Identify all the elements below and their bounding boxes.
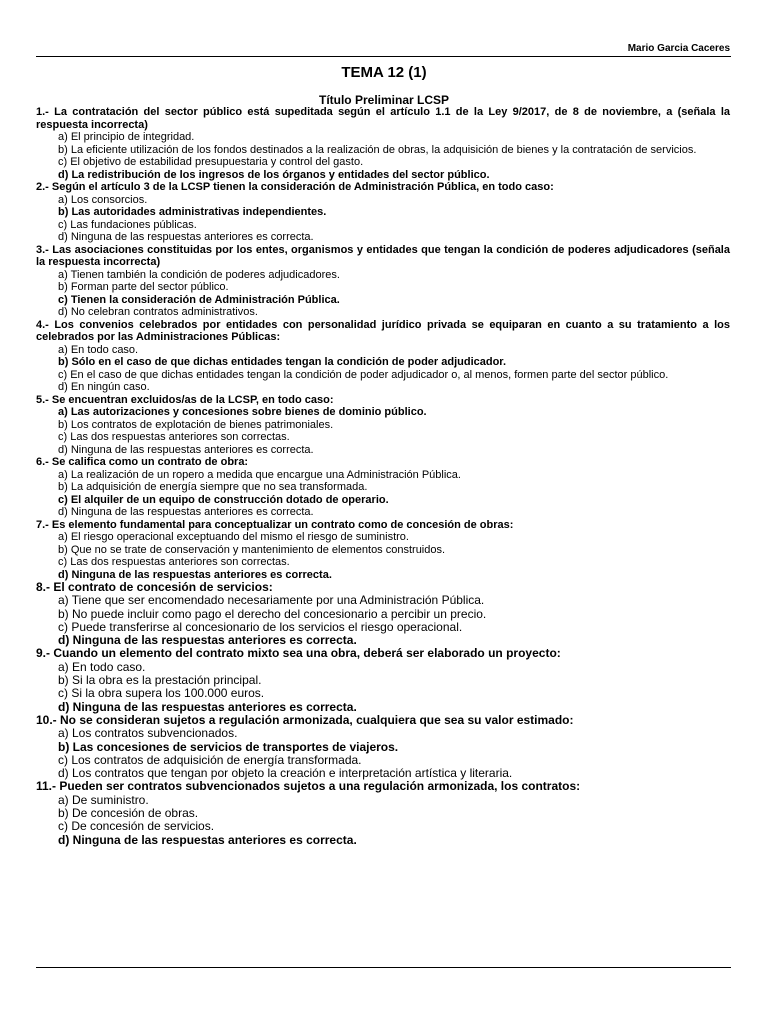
question-list [36,106,730,847]
question-text: 3.- Las asociaciones constituidas por los entes, organismos y entidades que tengan la condición de poderes adjudicadores (señala la respuesta incorrecta) [36,243,730,268]
question-text: 9.- Cuando un elemento del contrato mixto sea una obra, deberá ser elaborado un proyecto: [36,646,561,661]
question-block [36,714,730,780]
question-block [36,780,730,846]
question-block [36,106,730,181]
answer-option: b) Si la obra es la prestación principal. [58,673,262,688]
question-text: 4.- Los convenios celebrados por entidades con personalidad jurídico privada se equiparan en cuanto a su tratamiento a los celebrados por las Administraciones Públicas: [36,318,730,343]
answer-option: b) La adquisición de energía siempre que no sea transformada. [58,481,368,493]
question-text: 1.- La contratación del sector público está supeditada según el artículo 1.1 de la Ley 9/2017, de 8 de noviembre, a (señala la respuesta incorrecta) [36,106,730,131]
answer-option: b) La eficiente utilización de los fondos destinados a la realización de obras, la adquisición de bienes y la contratación de servicios. [58,143,697,156]
correct-answer-option: d) Ninguna de las respuestas anteriores es correcta. [58,832,357,847]
page-title: TEMA 12 (1) [341,64,427,81]
answer-option: a) El riesgo operacional exceptuando del mismo el riesgo de suministro. [58,531,409,543]
answer-option: c) De concesión de servicios. [58,819,215,834]
answer-option: d) Ninguna de las respuestas anteriores es correcta. [58,231,314,243]
correct-answer-option: c) Tienen la consideración de Administración Pública. [58,293,340,306]
answer-option: b) No puede incluir como pago el derecho del concesionario a percibir un precio. [58,606,487,621]
answer-option: c) El objetivo de estabilidad presupuestaria y control del gasto. [58,156,364,168]
answer-option: d) Ninguna de las respuestas anteriores es correcta. [58,506,314,518]
answer-option: c) En el caso de que dichas entidades tengan la condición de poder adjudicador o, al menos, formen parte del sector público. [58,368,669,381]
answer-option: a) En todo caso. [58,343,139,356]
answer-option: a) El principio de integridad. [58,131,195,143]
footer-divider [36,967,731,968]
answer-option: c) Las fundaciones públicas. [58,218,197,231]
answer-option: a) Tienen también la condición de poderes adjudicadores. [58,268,340,281]
correct-answer-option: b) Las autoridades administrativas independientes. [58,206,327,218]
answer-option: a) Tiene que ser encomendado necesariamente por una Administración Pública. [58,593,485,608]
page-subtitle: Título Preliminar LCSP [318,93,450,107]
correct-answer-option: d) Ninguna de las respuestas anteriores es correcta. [58,699,357,714]
answer-option: b) Que no se trate de conservación y mantenimiento de elementos construidos. [58,543,446,556]
question-block [36,581,730,647]
question-text: 6.- Se califica como un contrato de obra: [36,456,249,468]
header-divider [36,56,731,57]
question-block [36,647,730,713]
answer-option: d) En ningún caso. [58,381,150,393]
question-block [36,244,730,319]
question-text: 11.- Pueden ser contratos subvencionados sujetos a una regulación armonizada, los contratos: [36,779,581,794]
correct-answer-option: b) Las concesiones de servicios de transportes de viajeros. [58,739,399,754]
answer-option: c) Si la obra supera los 100.000 euros. [58,686,265,701]
correct-answer-option: d) Ninguna de las respuestas anteriores es correcta. [58,633,357,648]
question-block [36,519,730,582]
question-text: 10.- No se consideran sujetos a regulación armonizada, cualquiera que sea su valor estimado: [36,712,574,727]
correct-answer-option: a) Las autorizaciones y concesiones sobre bienes de dominio público. [58,406,427,418]
question-text: 8.- El contrato de concesión de servicios: [36,580,273,594]
answer-option: a) De suministro. [58,792,149,807]
answer-option: a) Los consorcios. [58,193,148,206]
question-block [36,319,730,394]
question-block [36,394,730,457]
header-author: Mario Garcia Caceres [627,43,730,54]
answer-option: b) Los contratos de explotación de bienes patrimoniales. [58,418,334,431]
question-text: 7.- Es elemento fundamental para conceptualizar un contrato como de concesión de obras: [36,518,514,531]
answer-option: d) Los contratos que tengan por objeto la creación e interpretación artística y literaria. [58,766,513,781]
question-block [36,456,730,519]
answer-option: d) No celebran contratos administrativos. [58,306,258,318]
answer-option: b) De concesión de obras. [58,806,199,821]
correct-answer-option: c) El alquiler de un equipo de construcción dotado de operario. [58,493,389,506]
answer-option: a) En todo caso. [58,659,146,674]
correct-answer-option: b) Sólo en el caso de que dichas entidades tengan la condición de poder adjudicador. [58,356,507,368]
answer-option: b) Forman parte del sector público. [58,281,229,293]
answer-option: a) La realización de un ropero a medida que encargue una Administración Pública. [58,468,461,481]
correct-answer-option: d) La redistribución de los ingresos de los órganos y entidades del sector público. [58,168,490,181]
answer-option: c) Las dos respuestas anteriores son correctas. [58,431,290,443]
question-block [36,181,730,244]
answer-option: d) Ninguna de las respuestas anteriores es correcta. [58,443,314,456]
answer-option: c) Puede transferirse al concesionario de los servicios el riesgo operacional. [58,619,463,634]
question-text: 2.- Según el artículo 3 de la LCSP tienen la consideración de Administración Pública, en todo caso: [36,181,554,193]
answer-option: c) Las dos respuestas anteriores son correctas. [58,556,290,568]
larger-text-section [36,581,730,847]
answer-option: a) Los contratos subvencionados. [58,726,238,741]
correct-answer-option: d) Ninguna de las respuestas anteriores es correcta. [58,568,332,581]
answer-option: c) Los contratos de adquisición de energía transformada. [58,752,362,767]
question-text: 5.- Se encuentran excluidos/as de la LCSP, en todo caso: [36,393,334,406]
